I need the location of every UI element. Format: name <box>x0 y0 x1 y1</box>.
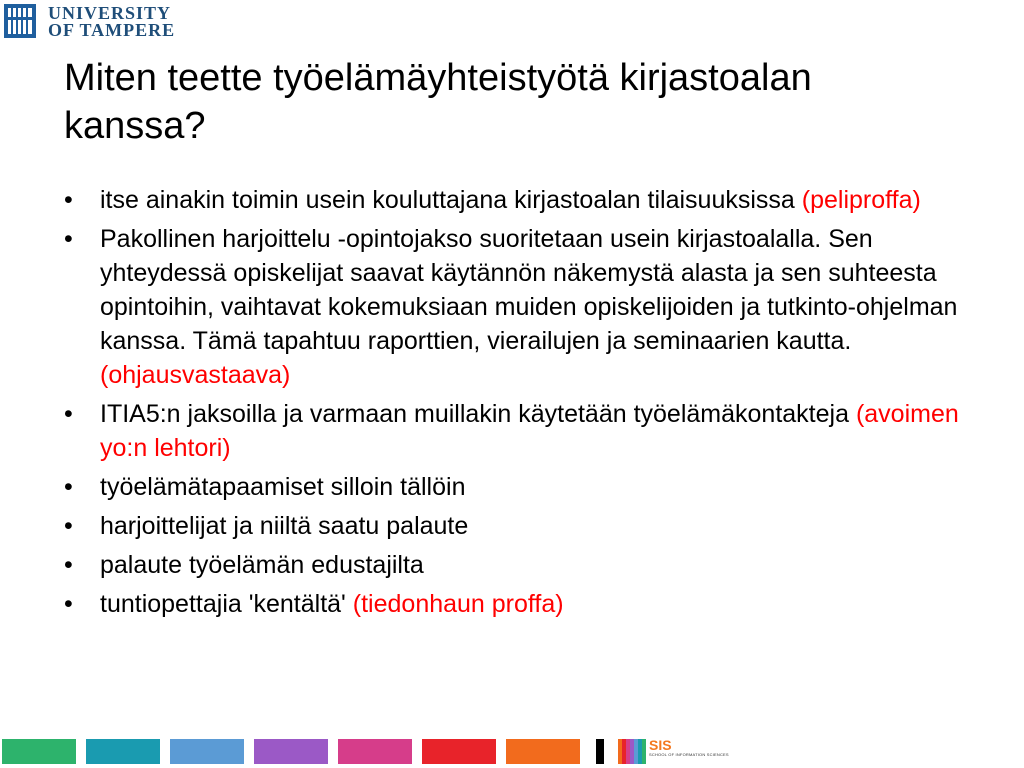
bullet-text: työelämätapaamiset silloin tällöin <box>100 473 466 501</box>
footer-color-bar <box>506 739 580 764</box>
bullet-dot-icon: • <box>64 512 73 540</box>
bullet-dot-icon: • <box>64 400 73 428</box>
bullet-item <box>64 470 964 504</box>
bullet-item <box>64 509 964 543</box>
bullet-note: (peliproffa) <box>801 186 921 214</box>
footer-divider <box>596 739 604 764</box>
bullet-text: harjoittelijat ja niiltä saatu palaute <box>100 512 469 540</box>
sis-stripe <box>642 739 646 764</box>
sis-text <box>649 739 729 758</box>
bullet-item <box>64 397 964 465</box>
bullet-item <box>64 548 964 582</box>
footer-color-bar <box>338 739 412 764</box>
university-name <box>48 5 175 39</box>
sis-subtitle: SCHOOL OF INFORMATION SCIENCES <box>649 752 729 757</box>
logo-line-1: UNIVERSITY <box>48 3 172 23</box>
university-logo <box>4 4 175 39</box>
bullet-note: (avoimen yo:n lehtori) <box>100 400 959 462</box>
footer-color-bar <box>2 739 76 764</box>
sis-stripes-icon <box>618 739 646 764</box>
footer-color-bar <box>254 739 328 764</box>
bullet-dot-icon: • <box>64 225 73 253</box>
bullet-text: tuntiopettajia 'kentältä' <box>100 590 353 618</box>
footer-color-bar <box>170 739 244 764</box>
bullet-text: itse ainakin toimin usein kouluttajana kirjastoalan tilaisuuksissa <box>100 186 802 214</box>
footer-color-bar <box>86 739 160 764</box>
bullet-list <box>64 183 964 626</box>
slide-title: Miten teette työelämäyhteistyötä kirjastoalan kanssa? <box>64 57 812 147</box>
bullet-text: Pakollinen harjoittelu -opintojakso suoritetaan usein kirjastoalalla. Sen yhteydessä opiskelijat saavat käytännön näkemystä alasta ja sen suhteesta opintoihin, vaihtavat kokemuksiaan muiden opiskelijoiden ja tutkinto-ohjelman kanssa. Tämä tapahtuu raporttien, vierailujen ja seminaarien kautta. <box>100 225 958 355</box>
bullet-text: palaute työelämän edustajilta <box>100 551 424 579</box>
bullet-item <box>64 183 964 217</box>
bullet-dot-icon: • <box>64 473 73 501</box>
sis-label: SIS <box>649 737 672 753</box>
logo-line-2: OF TAMPERE <box>48 20 176 40</box>
bullet-item <box>64 222 964 392</box>
bullet-note: (tiedonhaun proffa) <box>352 590 564 618</box>
bullet-item <box>64 587 964 621</box>
bullet-dot-icon: • <box>64 551 73 579</box>
footer-color-bars <box>2 739 729 764</box>
sis-logo <box>618 739 729 764</box>
university-emblem-icon <box>4 4 36 38</box>
bullet-dot-icon: • <box>64 590 73 618</box>
bullet-note: (ohjausvastaava) <box>100 361 291 389</box>
bullet-text: ITIA5:n jaksoilla ja varmaan muillakin käytetään työelämäkontakteja <box>100 400 856 428</box>
bullet-dot-icon: • <box>64 186 73 214</box>
footer-color-bar <box>422 739 496 764</box>
